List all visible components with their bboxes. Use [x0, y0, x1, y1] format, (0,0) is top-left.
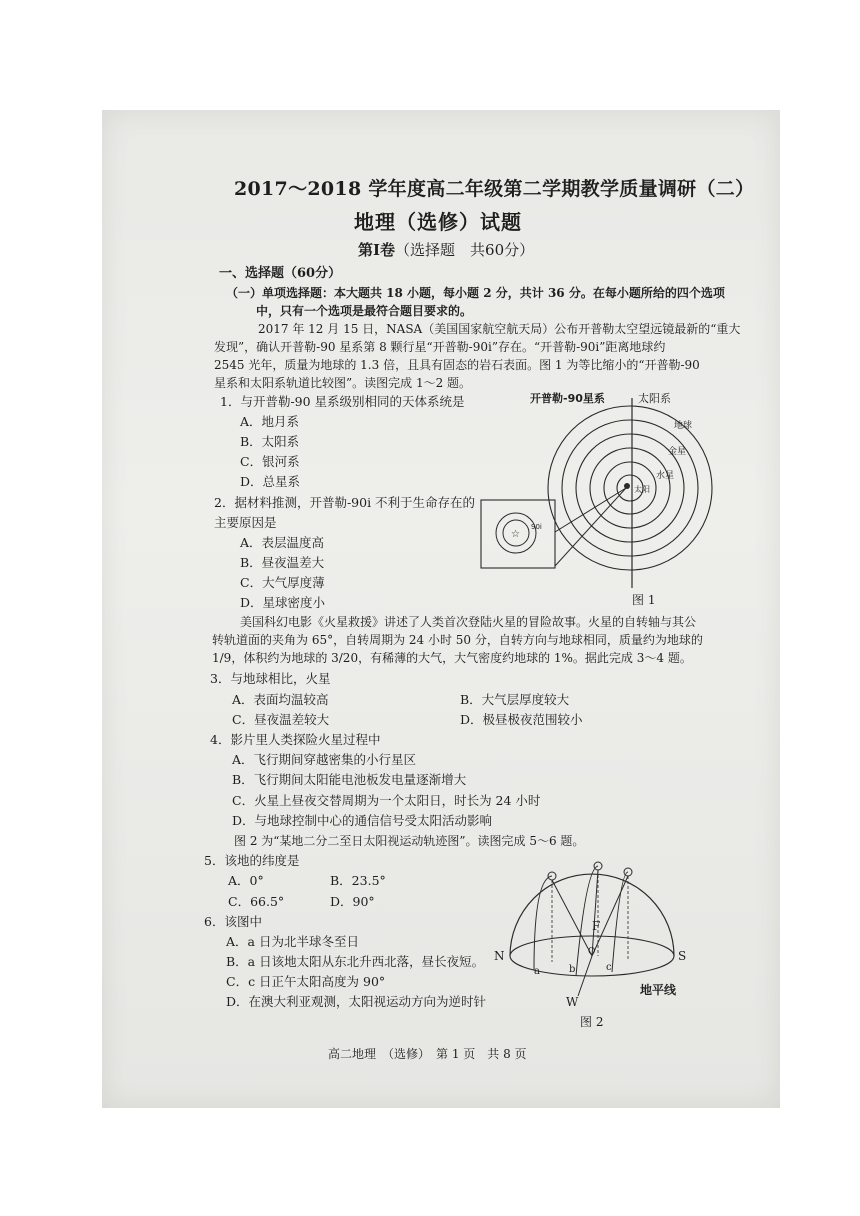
q6-stem: 6．该图中: [204, 914, 262, 929]
venus-label: 金星: [668, 447, 687, 457]
section-heading: 一、选择题（60分）: [219, 266, 342, 281]
solar-system-label: 太阳系: [638, 392, 671, 405]
subject-title: 地理（选修）试题: [354, 210, 522, 234]
label-b: b: [569, 964, 576, 975]
q6-option-d: D．在澳大利亚观测，太阳视运动方向为逆时针: [226, 994, 487, 1009]
section-instructions-1: （一）单项选择题：本大题共 18 小题，每小题 2 分，共计 36 分。在每小题所给的四个选项: [226, 286, 725, 300]
q2-option-b: B．昼夜温差大: [240, 555, 325, 570]
page-footer: 高二地理 （选修） 第 1 页 共 8 页: [328, 1047, 527, 1061]
mercury-label: 水星: [656, 471, 675, 481]
volume-note: （选择题 共60分）: [395, 241, 535, 259]
figure2-sun-path-diagram: [494, 858, 698, 1030]
q1-option-b: B．太阳系: [240, 434, 300, 449]
material2-line-3: 1/9，体积约为地球的 3/20，有稀薄的大气，大气密度约地球的 1%。据此完成 3～4 题。: [212, 651, 692, 665]
material2-line-2: 转轨道面的夹角为 65°，自转周期为 24 小时 50 分，自转方向与地球相同，质量约为地球的: [212, 633, 703, 647]
q6-option-c: C．c 日正午太阳高度为 90°: [226, 974, 386, 989]
q5-option-c: C．66.5°: [228, 894, 285, 909]
q2-stem-2: 主要原因是: [214, 515, 277, 530]
label-n: N: [494, 949, 505, 963]
volume-label: 第Ⅰ卷: [358, 241, 396, 259]
exam-title: 2017～2018 学年度高二年级第二学期教学质量调研（二）: [234, 178, 755, 200]
q4-option-c: C．火星上昼夜交替周期为一个太阳日，时长为 24 小时: [232, 793, 541, 808]
q3-option-a: A．表面均温较高: [232, 692, 329, 707]
label-a: a: [534, 966, 540, 977]
star-icon: ☆: [511, 529, 520, 540]
sun-icons: [548, 862, 632, 880]
figure2-caption: 图 2: [580, 1015, 604, 1029]
q5-stem: 5．该地的纬度是: [204, 853, 300, 868]
volume-title: [358, 243, 534, 258]
q5-option-a: A．0°: [228, 873, 264, 888]
q5-option-b: B．23.5°: [330, 873, 386, 888]
material1-line-3: 2545 光年，质量为地球的 1.3 倍，且具有固态的岩石表面。图 1 为等比缩小的“开普勒-90: [214, 358, 700, 372]
q6-option-a: A．a 日为北半球冬至日: [226, 934, 359, 949]
q4-stem: 4．影片里人类探险火星过程中: [210, 732, 381, 747]
material2-line-1: 美国科幻电影《火星救援》讲述了人类首次登陆火星的冒险故事。火星的自转轴与其公: [240, 615, 697, 629]
label-s: S: [678, 949, 687, 963]
q2-option-a: A．表层温度高: [240, 535, 325, 550]
q1-option-c: C．银河系: [240, 454, 300, 469]
q2-stem-1: 2．据材料推测，开普勒-90i 不利于生命存在的: [214, 495, 476, 510]
kepler90-label: 开普勒-90星系: [530, 392, 605, 405]
material1-line-2: 发现”，确认开普勒-90 星系第 8 颗行星“开普勒-90i”存在。“开普勒-90i”距离地球约: [214, 340, 666, 354]
q3-option-d: D．极昼极夜范围较小: [460, 712, 583, 727]
material1-line-1: 2017 年 12 月 15 日，NASA（美国国家航空航天局）公布开普勒太空望远镜最新的“重大: [258, 322, 741, 336]
q1-stem: 1．与开普勒-90 星系级别相同的天体系统是: [220, 394, 465, 409]
figure1-orbit-diagram: [478, 388, 728, 620]
material3: 图 2 为“某地二分二至日太阳视运动轨迹图”。读图完成 5～6 题。: [234, 834, 585, 848]
sun-label: 太阳: [634, 485, 650, 494]
q3-option-b: B．大气层厚度较大: [460, 692, 570, 707]
q3-stem: 3．与地球相比，火星: [210, 671, 331, 686]
q1-option-a: A．地月系: [240, 414, 300, 429]
q2-option-c: C．大气厚度薄: [240, 575, 325, 590]
material1-line-4: 星系和太阳系轨道比较图”。读图完成 1～2 题。: [214, 376, 472, 390]
label-w: W: [566, 995, 579, 1009]
q5-option-d: D．90°: [330, 894, 375, 909]
q4-option-a: A．飞行期间穿越密集的小行星区: [232, 752, 417, 767]
q2-option-d: D．星球密度小: [240, 595, 326, 610]
label-c: c: [606, 962, 612, 973]
q4-option-b: B．飞行期间太阳能电池板发电量逐渐增大: [232, 772, 467, 787]
q4-option-d: D．与地球控制中心的通信信号受太阳活动影响: [232, 813, 493, 828]
section-instructions-2: 中，只有一个选项是最符合题目要求的。: [256, 304, 473, 318]
q3-option-c: C．昼夜温差较大: [232, 712, 330, 727]
q6-option-b: B．a 日该地太阳从东北升西北落，昼长夜短。: [226, 954, 485, 969]
inset-label: 90i: [531, 523, 542, 531]
earth-label: 地球: [674, 421, 693, 431]
label-o: O: [588, 947, 596, 957]
q1-option-d: D．总星系: [240, 474, 301, 489]
figure1-caption: 图 1: [632, 593, 656, 607]
label-f: F: [592, 919, 601, 933]
horizon-label: 地平线: [640, 983, 677, 997]
